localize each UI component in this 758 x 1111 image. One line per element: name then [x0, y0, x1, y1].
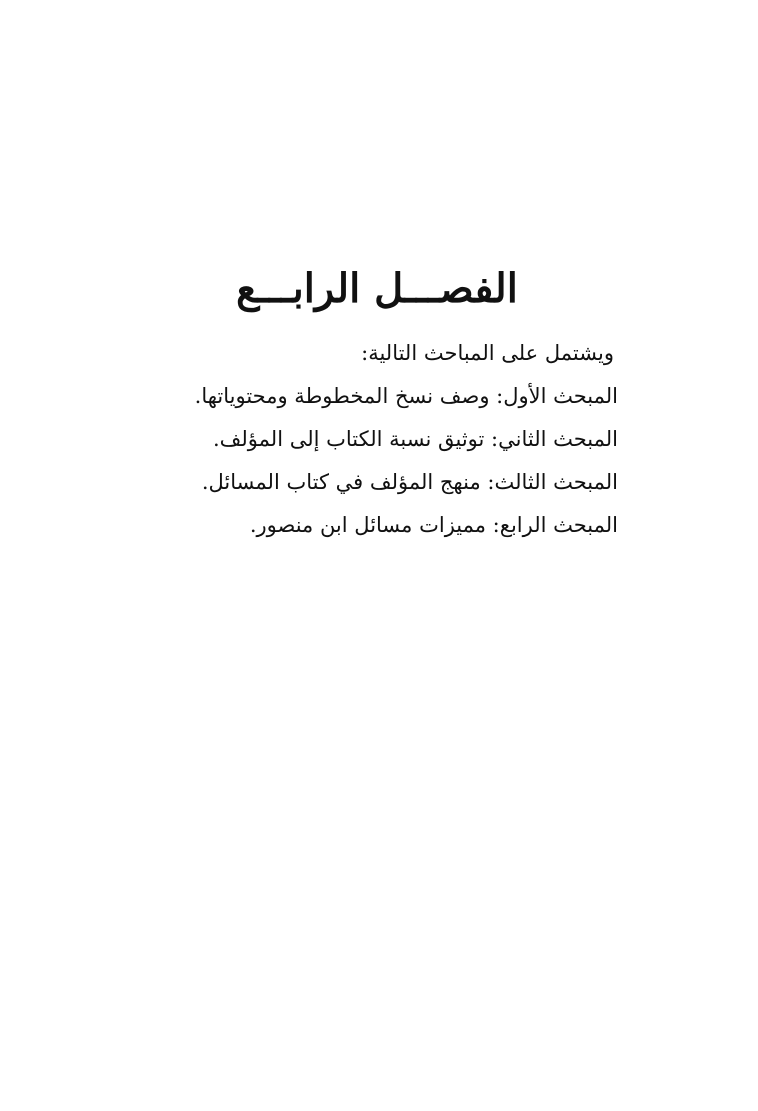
chapter-contents: [118, 332, 618, 547]
topic-item-3: المبحث الثالث: منهج المؤلف في كتاب المسائل.: [201, 470, 618, 494]
topic-item-1: المبحث الأول: وصف نسخ المخطوطة ومحتوياتها.: [194, 384, 618, 408]
chapter-title: الفصـــل الرابـــع: [236, 264, 518, 312]
topic-item-2: المبحث الثاني: توثيق نسبة الكتاب إلى المؤلف.: [213, 427, 618, 451]
topic-item-4: المبحث الرابع: مميزات مسائل ابن منصور.: [249, 513, 618, 537]
intro-text: ويشتمل على المباحث التالية:: [361, 341, 614, 365]
topic-list: [118, 375, 618, 547]
